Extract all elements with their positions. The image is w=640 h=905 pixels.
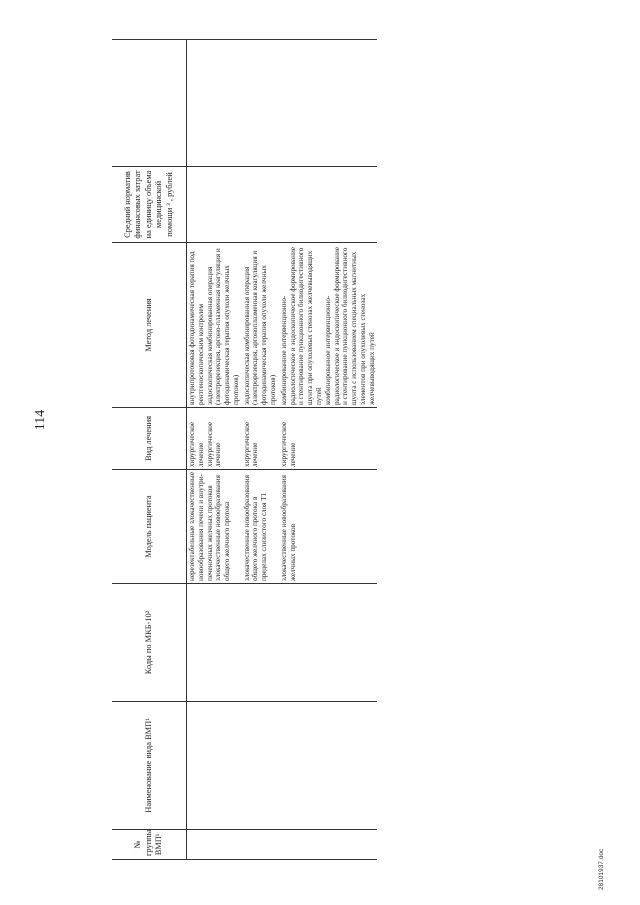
header-vmp-name: Наименование вида ВМП¹ <box>112 702 187 830</box>
treatment-type-text: хирургическое лечение <box>188 421 205 467</box>
cell-icd-codes <box>187 584 242 702</box>
table-header-row <box>112 40 187 860</box>
header-icd-codes: Коды по МКБ-10² <box>112 584 187 702</box>
header-avg-cost: Средний норматив финансовых затрат на единицу объема медицинской помощи ³ , рублей <box>112 167 187 243</box>
cell-method <box>279 243 378 408</box>
document-sheet <box>112 40 552 860</box>
cell-group-no <box>279 830 378 860</box>
cell-patient-model <box>187 470 242 584</box>
cell-treatment-type <box>279 408 378 470</box>
method-text: эндоскопическая комбинированная операция (электрорезекция, аргоноплазменная коагуляция и фотодинамическая терапия опухоли желчных протоков) <box>242 250 278 405</box>
cell-avg-cost <box>242 167 279 243</box>
cell-blank <box>187 40 242 167</box>
cell-blank <box>242 40 279 167</box>
header-method: Метод лечения <box>112 243 187 408</box>
table-row <box>242 40 279 860</box>
header-blank <box>112 40 187 167</box>
method-text: внутрипротоковая фотодинамическая терапия под рентгеноскопическим контролем <box>188 251 205 405</box>
method-text: комбинированное интервенционно-радиологическое и эндоскопическое формирование и стентирование пункционного билиодигестивного шунта с использованием специальных магнитных элементов при опухолевых стенозах желчевыводящих путей <box>323 247 376 405</box>
cell-patient-model <box>242 470 279 584</box>
cell-vmp-name <box>242 702 279 830</box>
cell-avg-cost <box>279 167 378 243</box>
cell-group-no <box>187 830 242 860</box>
patient-model-text: нерезектабельные злокачественные новообразования печени и внутри-печеночных желчных протоков <box>188 472 214 581</box>
cell-patient-model <box>279 470 378 584</box>
cell-icd-codes <box>279 584 378 702</box>
header-patient-model: Модель пациента <box>112 470 187 584</box>
document-code: 28101937.doc <box>598 848 605 890</box>
cell-method <box>242 243 279 408</box>
cell-blank <box>279 40 378 167</box>
treatment-type-text: хирургическое лечение <box>279 421 297 467</box>
treatment-type-text: хирургическое лечение <box>205 421 223 467</box>
cell-vmp-name <box>187 702 242 830</box>
patient-model-text: злокачественные новообразования общего желчного протока в пределах слизистого слоя T1 <box>242 475 269 581</box>
cell-treatment-type <box>242 408 279 470</box>
header-group-no: № группы ВМП¹ <box>112 830 187 860</box>
patient-model-text: злокачественные новообразования общего желчного протока <box>214 475 232 581</box>
table-row <box>279 40 378 860</box>
method-text: комбинированное интервенционно-радиологическое и эндоскопическое формирование и стентирование пункционного билиодигестивного шунта при опухолевых стенозах желчевыводящих путей <box>279 247 323 405</box>
header-treatment-type: Вид лечения <box>112 408 187 470</box>
method-text: эндоскопическая комбинированная операция (электрорезекция, аргоно-плазменная коагуляция и фотодинамическая терапия опухоли желчных протоков) <box>205 248 240 405</box>
patient-model-text: злокачественные новообразования желчных протоков <box>279 475 297 581</box>
cell-method <box>187 243 242 408</box>
page-number: 114 <box>33 409 48 431</box>
cell-vmp-name <box>279 702 378 830</box>
cell-group-no <box>242 830 279 860</box>
table-row <box>187 40 242 860</box>
treatment-type-text: хирургическое лечение <box>242 421 260 467</box>
cell-avg-cost <box>187 167 242 243</box>
cell-treatment-type <box>187 408 242 470</box>
cell-icd-codes <box>242 584 279 702</box>
vmp-table <box>112 39 377 860</box>
